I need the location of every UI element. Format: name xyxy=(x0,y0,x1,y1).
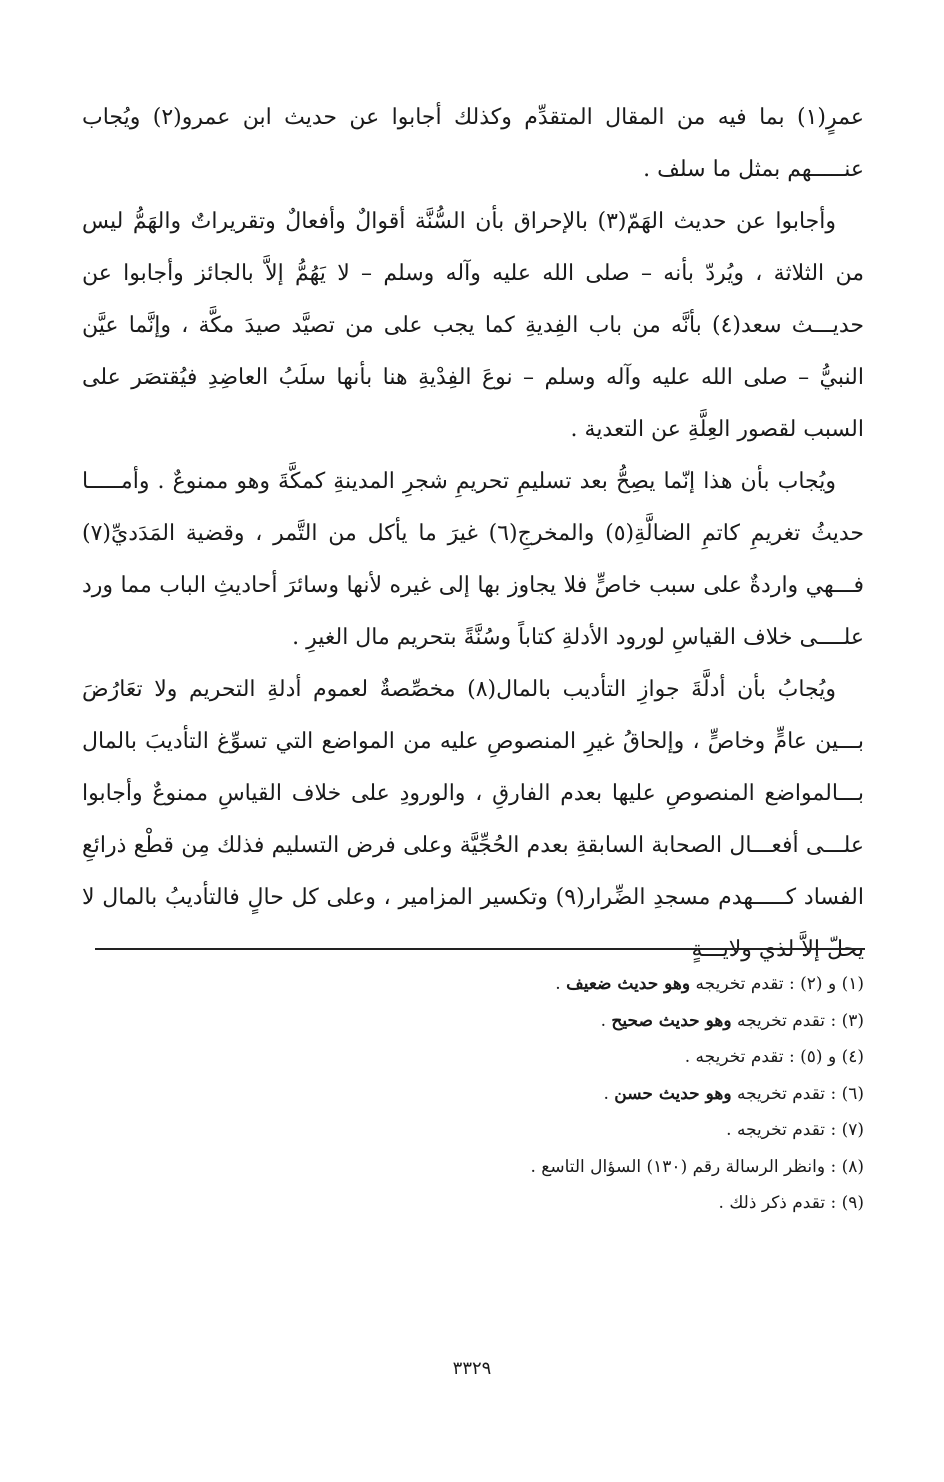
footnotes xyxy=(82,966,864,1222)
footnote-text: (١) و (٢) : تقدم تخريجه xyxy=(690,974,864,994)
footnote xyxy=(82,1185,864,1222)
footnote-text: (٦) : تقدم تخريجه xyxy=(731,1083,864,1104)
footnote-text: (٨) : وانظر الرسالة رقم (١٣٠) السؤال التاسع . xyxy=(530,1156,864,1177)
main-text xyxy=(82,92,864,976)
footnote-text: (٤) و (٥) : تقدم تخريجه . xyxy=(684,1047,864,1067)
footnote xyxy=(82,1112,864,1149)
footnote-end: . xyxy=(603,1083,615,1104)
footnote xyxy=(82,1039,864,1076)
footnote-end: . xyxy=(600,1010,612,1031)
footnote-text: (٧) : تقدم تخريجه . xyxy=(726,1120,864,1140)
footnote xyxy=(82,1149,864,1186)
footnote-grade: وهو حديث صحيح xyxy=(611,1010,732,1031)
paragraph: ويُجاب بأن هذا إنّما يصِحُّ بعد تسليمِ تحريمِ شجرِ المدينةِ كمكَّةَ وهو ممنوعٌ . وأمـــــا حديثُ تغريمِ كاتمِ الضالَّةِ(٥) والمخرجِ(٦) غيرَ ما يأكل من التَّمر ، وقضية المَدَديِّ(٧) فـــهي واردةٌ على سبب خاصٍّ فلا يجاوز بها إلى غيره لأنها وسائرَ أحاديثِ الباب مما ورد علــــى خلاف القياسِ لورود الأدلةِ كتاباً وسُنَّةً بتحريم مال الغيرِ . xyxy=(82,469,864,650)
footnote-text: (٣) : تقدم تخريجه xyxy=(731,1010,864,1031)
footnote xyxy=(82,1076,864,1113)
paragraph: وأجابوا عن حديث الهَمّ(٣) بالإحراق بأن السُّنَّة أقوالٌ وأفعالٌ وتقريراتٌ والهَمُّ ليس من الثلاثة ، ويُردّ بأنه – صلى الله عليه وآله وسلم – لا يَهُمُّ إلاَّ بالجائز وأجابوا عن حديـــث سعد(٤) بأنَّه من باب الفِديةِ كما يجب على من تصيَّد صيدَ مكَّة ، وإنَّما عيَّن النبيُّ – صلى الله عليه وآله وسلم – نوعَ الفِدْيةِ هنا بأنها سلَبُ العاضِدِ فيُقتصَر على السبب لقصور العِلَّةِ عن التعدية . xyxy=(82,209,864,442)
paragraph: ويُجابُ بأن أدلَّةَ جوازِ التأديب بالمال(٨) مخصِّصةٌ لعموم أدلةِ التحريم ولا تعَارُضَ بـــين عامٍّ وخاصٍّ ، وإلحاقُ غيرِ المنصوصِ عليه من المواضع التي تسوِّغ التأديبَ بالمال بـــالمواضع المنصوصِ عليها بعدم الفارقِ ، والورودِ على خلاف القياسِ ممنوعٌ وأجابوا علـــى أفعـــال الصحابة السابقةِ بعدم الحُجِّيَّة وعلى فرض التسليم فذلك مِن قطْع ذرائعِ الفساد كـــــهدم مسجدِ الضِّرار(٩) وتكسير المزامير ، وعلى كل حالٍ فالتأديبُ بالمال لا يحلّ إلاَّ لذي ولايـــةٍ xyxy=(82,677,864,962)
footnote-text: (٩) : تقدم ذكر ذلك . xyxy=(718,1193,864,1213)
footnote xyxy=(82,966,864,1003)
footnote-grade: وهو حديث حسن xyxy=(614,1083,732,1104)
page-number: ٣٣٢٩ xyxy=(452,1358,492,1379)
footnote-grade: وهو حديث ضعيف xyxy=(566,974,691,994)
paragraph: عمرٍ(١) بما فيه من المقال المتقدِّم وكذلك أجابوا عن حديث ابن عمرو(٢) ويُجاب عنـــــهم بمثل ما سلف . xyxy=(82,105,864,182)
footnote-divider xyxy=(95,948,865,950)
footnote xyxy=(82,1003,864,1040)
footnote-end: . xyxy=(555,974,567,994)
